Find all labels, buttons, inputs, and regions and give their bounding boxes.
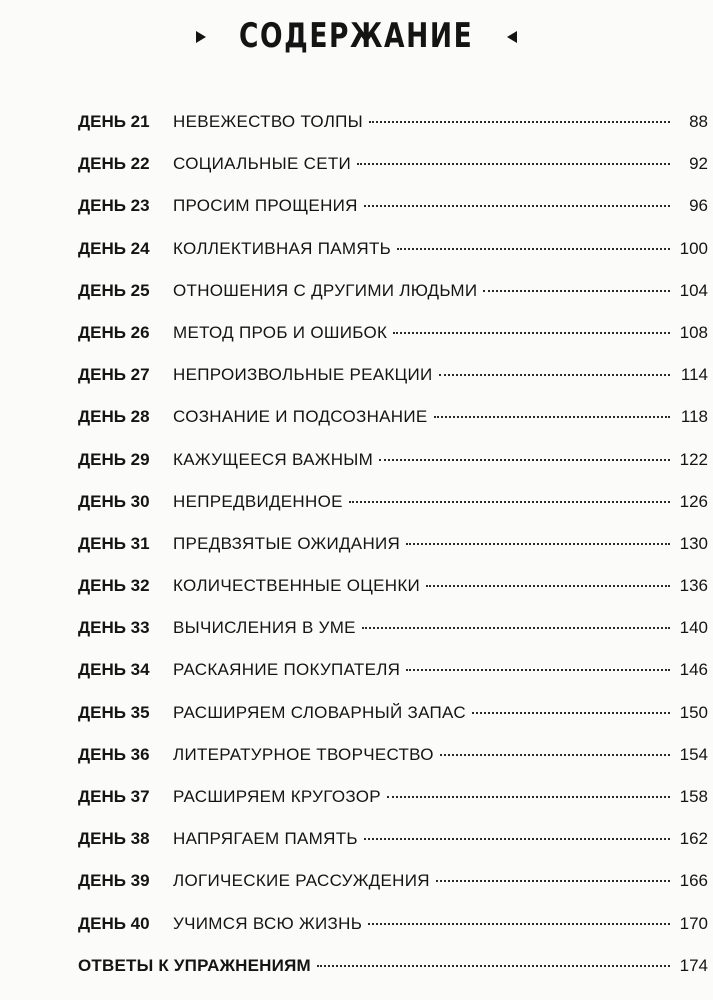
toc-entry-title: СОЗНАНИЕ И ПОДСОЗНАНИЕ bbox=[173, 407, 428, 427]
toc-entry-title: ПРЕДВЗЯТЫЕ ОЖИДАНИЯ bbox=[173, 533, 401, 553]
toc-day-label: ДЕНЬ 37 bbox=[78, 787, 150, 806]
dot-leader bbox=[434, 416, 670, 418]
toc-page-number: 126 bbox=[679, 491, 708, 511]
toc-entry-answers[interactable] bbox=[78, 945, 708, 987]
toc-day-label: ДЕНЬ 33 bbox=[78, 618, 150, 638]
toc-entry-title: РАСШИРЯЕМ СЛОВАРНЫЙ ЗАПАС bbox=[173, 702, 466, 722]
toc-entry-title: СОЦИАЛЬНЫЕ СЕТИ bbox=[173, 154, 352, 174]
toc-entry-day-32[interactable] bbox=[78, 565, 708, 607]
toc-entry-day-27[interactable] bbox=[78, 354, 708, 396]
toc-page-number: 104 bbox=[679, 280, 708, 300]
dot-leader bbox=[349, 501, 670, 503]
toc-answers-title: ОТВЕТЫ К УПРАЖНЕНИЯМ bbox=[78, 955, 311, 975]
toc-day-label: ДЕНЬ 40 bbox=[78, 913, 150, 933]
toc-entry-day-25[interactable] bbox=[78, 270, 708, 312]
toc-entry-day-31[interactable] bbox=[78, 523, 708, 565]
toc-page-number: 100 bbox=[679, 238, 708, 258]
toc-entry-day-30[interactable] bbox=[78, 481, 708, 523]
toc-page-number: 174 bbox=[679, 955, 708, 975]
toc-day-label: ДЕНЬ 39 bbox=[78, 871, 150, 891]
toc-day-label: ДЕНЬ 38 bbox=[78, 829, 150, 849]
dot-leader bbox=[364, 838, 670, 840]
toc-entry-day-40[interactable] bbox=[78, 903, 708, 945]
toc-day-label: ДЕНЬ 32 bbox=[78, 576, 150, 596]
toc-page-number: 154 bbox=[679, 744, 708, 764]
toc-page-number: 140 bbox=[679, 618, 708, 638]
toc-entry-title: ЛИТЕРАТУРНОЕ ТВОРЧЕСТВО bbox=[173, 744, 434, 764]
toc-page-number: 150 bbox=[679, 702, 708, 722]
toc-entry-day-39[interactable] bbox=[78, 860, 708, 902]
toc-day-label: ДЕНЬ 28 bbox=[78, 407, 150, 427]
dot-leader bbox=[483, 290, 670, 292]
dot-leader bbox=[369, 121, 670, 123]
toc-page-number: 122 bbox=[679, 449, 708, 469]
toc-day-label: ДЕНЬ 25 bbox=[78, 280, 150, 300]
toc-entry-day-36[interactable] bbox=[78, 734, 708, 776]
toc-day-label: ДЕНЬ 27 bbox=[78, 365, 150, 385]
toc-entry-day-24[interactable] bbox=[78, 228, 708, 270]
toc-page-number: 114 bbox=[680, 365, 708, 385]
toc-entry-title: КОЛЛЕКТИВНАЯ ПАМЯТЬ bbox=[173, 238, 392, 258]
dot-leader bbox=[439, 374, 670, 376]
toc-page-number: 162 bbox=[679, 829, 708, 849]
toc-entry-title: МЕТОД ПРОБ И ОШИБОК bbox=[173, 322, 388, 342]
toc-entry-day-35[interactable] bbox=[78, 692, 708, 734]
dot-leader bbox=[387, 796, 670, 798]
toc-page-number: 146 bbox=[679, 660, 708, 680]
dot-leader bbox=[317, 965, 670, 967]
toc-page-number: 170 bbox=[679, 913, 708, 933]
triangle-right-icon bbox=[196, 31, 206, 43]
toc-entry-title: НАПРЯГАЕМ ПАМЯТЬ bbox=[173, 829, 358, 849]
dot-leader bbox=[397, 248, 670, 250]
dot-leader bbox=[436, 880, 670, 882]
toc-entry-day-28[interactable] bbox=[78, 396, 708, 438]
dot-leader bbox=[393, 332, 670, 334]
toc-entry-title: УЧИМСЯ ВСЮ ЖИЗНЬ bbox=[173, 913, 363, 933]
dot-leader bbox=[406, 543, 670, 545]
toc-entry-title: ВЫЧИСЛЕНИЯ В УМЕ bbox=[173, 618, 356, 638]
toc-entry-day-21[interactable] bbox=[78, 101, 708, 143]
toc-day-label: ДЕНЬ 24 bbox=[78, 238, 150, 258]
toc-entry-day-33[interactable] bbox=[78, 607, 708, 649]
triangle-left-icon bbox=[507, 31, 517, 43]
dot-leader bbox=[426, 585, 670, 587]
toc-entry-title: ОТНОШЕНИЯ С ДРУГИМИ ЛЮДЬМИ bbox=[173, 280, 478, 300]
toc-entry-day-29[interactable] bbox=[78, 439, 708, 481]
toc-day-label: ДЕНЬ 36 bbox=[78, 744, 150, 764]
toc-day-label: ДЕНЬ 34 bbox=[78, 660, 150, 680]
toc-page-number: 130 bbox=[679, 533, 708, 553]
dot-leader bbox=[364, 205, 670, 207]
dot-leader bbox=[379, 459, 670, 461]
toc-day-label: ДЕНЬ 35 bbox=[78, 702, 150, 722]
page-header bbox=[0, 12, 713, 60]
toc-entry-title: КАЖУЩЕЕСЯ ВАЖНЫМ bbox=[173, 449, 374, 469]
toc-day-label: ДЕНЬ 21 bbox=[78, 112, 150, 131]
toc-entry-title: НЕПРЕДВИДЕННОЕ bbox=[173, 491, 343, 511]
dot-leader bbox=[362, 627, 670, 629]
toc-page-number: 96 bbox=[689, 196, 708, 216]
toc-entry-day-37[interactable] bbox=[78, 776, 708, 818]
toc-entry-title: РАСШИРЯЕМ КРУГОЗОР bbox=[173, 787, 381, 806]
toc-day-label: ДЕНЬ 29 bbox=[78, 449, 150, 469]
toc-entry-title: ПРОСИМ ПРОЩЕНИЯ bbox=[173, 196, 358, 216]
toc-entry-day-26[interactable] bbox=[78, 312, 708, 354]
dot-leader bbox=[357, 163, 670, 165]
toc-entry-day-38[interactable] bbox=[78, 818, 708, 860]
toc-day-label: ДЕНЬ 26 bbox=[78, 322, 150, 342]
toc-entry-title: РАСКАЯНИЕ ПОКУПАТЕЛЯ bbox=[173, 660, 401, 680]
toc-day-label: ДЕНЬ 22 bbox=[78, 154, 150, 174]
toc-entry-title: НЕВЕЖЕСТВО ТОЛПЫ bbox=[173, 112, 364, 131]
toc-page-number: 108 bbox=[679, 322, 708, 342]
toc-page-number: 136 bbox=[679, 576, 708, 596]
toc-page-number: 88 bbox=[689, 112, 708, 131]
toc-page-number: 118 bbox=[680, 407, 708, 427]
table-of-contents bbox=[78, 101, 708, 987]
toc-page-number: 92 bbox=[689, 154, 708, 174]
dot-leader bbox=[406, 669, 670, 671]
page-title: СОДЕРЖАНИЕ bbox=[239, 16, 474, 56]
toc-entry-title: ЛОГИЧЕСКИЕ РАССУЖДЕНИЯ bbox=[173, 871, 430, 891]
dot-leader bbox=[440, 754, 670, 756]
toc-day-label: ДЕНЬ 31 bbox=[78, 533, 150, 553]
toc-day-label: ДЕНЬ 30 bbox=[78, 491, 150, 511]
toc-day-label: ДЕНЬ 23 bbox=[78, 196, 150, 216]
toc-entry-day-22[interactable] bbox=[78, 143, 708, 185]
dot-leader bbox=[368, 923, 670, 925]
toc-page-number: 158 bbox=[679, 787, 708, 806]
dot-leader bbox=[472, 712, 670, 714]
toc-entry-day-34[interactable] bbox=[78, 649, 708, 691]
toc-entry-title: КОЛИЧЕСТВЕННЫЕ ОЦЕНКИ bbox=[173, 576, 421, 596]
toc-page-number: 166 bbox=[679, 871, 708, 891]
toc-entry-day-23[interactable] bbox=[78, 185, 708, 227]
toc-entry-title: НЕПРОИЗВОЛЬНЫЕ РЕАКЦИИ bbox=[173, 365, 433, 385]
